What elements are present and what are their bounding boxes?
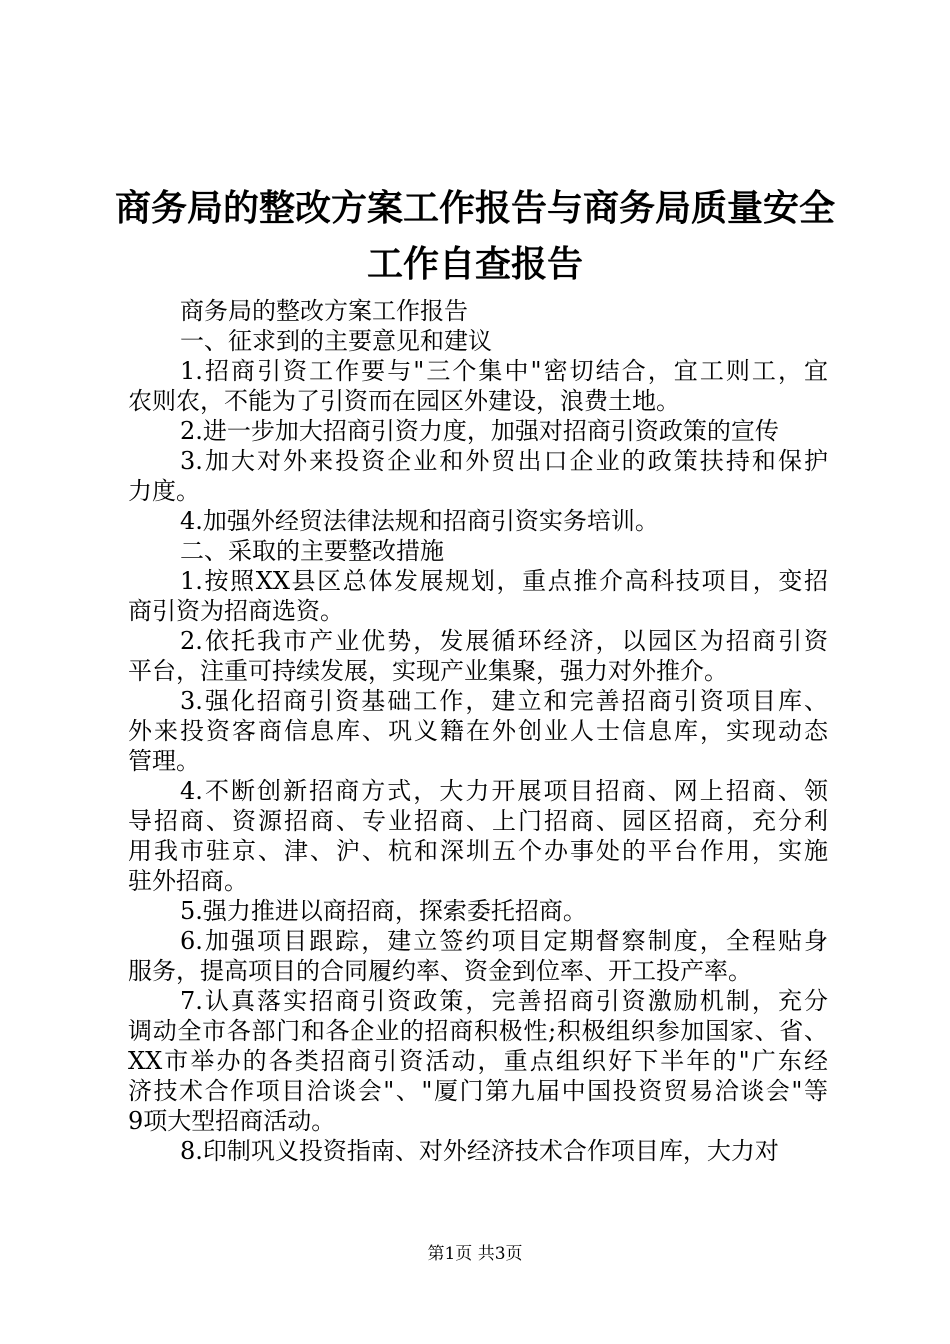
paragraph-line: 7.认真落实招商引资政策，完善招商引资激励机制，充分 [180,987,828,1015]
paragraph [128,626,828,686]
paragraph-line: 3.加大对外来投资企业和外贸出口企业的政策扶持和保护 [180,447,828,475]
paragraph-line: 2.进一步加大招商引资力度，加强对招商引资政策的宣传 [180,417,779,445]
paragraph-line: 服务，提高项目的合同履约率、资金到位率、开工投产率。 [128,957,752,985]
paragraph-line: 平台，注重可持续发展，实现产业集聚，强力对外推介。 [128,657,728,685]
document-title-line-1: 商务局的整改方案工作报告与商务局质量安全 [114,187,835,229]
paragraph-line: 4.不断创新招商方式，大力开展项目招商、网上招商、领 [180,777,828,805]
paragraph [128,776,828,896]
paragraph-line: 一、征求到的主要意见和建议 [180,327,492,355]
paragraph [128,536,828,566]
paragraph-line: 调动全市各部门和各企业的招商积极性;积极组织参加国家、省、 [128,1017,828,1045]
page-footer: 第1页 共3页 [427,1244,523,1264]
paragraph-line: 9项大型招商活动。 [128,1107,336,1135]
paragraph-line: 6.加强项目跟踪，建立签约项目定期督察制度，全程贴身 [180,927,828,955]
paragraph-line: 力度。 [128,477,200,505]
paragraph-line: 3.强化招商引资基础工作，建立和完善招商引资项目库、 [180,687,828,715]
paragraph [128,986,828,1136]
paragraph [128,446,828,506]
paragraph-line: 导招商、资源招商、专业招商、上门招商、园区招商，充分利 [128,807,828,835]
paragraph-line: 4.加强外经贸法律法规和招商引资实务培训。 [180,507,659,535]
paragraph-line: 2.依托我市产业优势，发展循环经济，以园区为招商引资 [180,627,828,655]
paragraph-line: 驻外招商。 [128,867,248,895]
paragraph [128,296,828,326]
document-title-line-2: 工作自查报告 [366,243,583,285]
paragraph [128,896,828,926]
paragraph-line: 济技术合作项目洽谈会"、"厦门第九届中国投资贸易洽谈会"等 [128,1077,828,1105]
paragraph-line: 二、采取的主要整改措施 [180,537,444,565]
paragraph [128,566,828,626]
paragraph-line: 农则农，不能为了引资而在园区外建设，浪费土地。 [128,387,680,415]
paragraph [128,926,828,986]
paragraph-line: 外来投资客商信息库、巩义籍在外创业人士信息库，实现动态 [128,717,828,745]
paragraph-line: 商务局的整改方案工作报告 [180,297,468,325]
document-body [128,296,828,1166]
paragraph-line: XX市举办的各类招商引资活动，重点组织好下半年的"广东经 [128,1047,828,1075]
paragraph-line: 用我市驻京、津、沪、杭和深圳五个办事处的平台作用，实施 [128,837,828,865]
paragraph-line: 管理。 [128,747,200,775]
paragraph-line: 商引资为招商选资。 [128,597,344,625]
paragraph-line: 8.印制巩义投资指南、对外经济技术合作项目库，大力对 [180,1137,779,1165]
paragraph [128,356,828,416]
paragraph [128,1136,828,1166]
paragraph-line: 1.按照XX县区总体发展规划，重点推介高科技项目，变招 [180,567,828,595]
paragraph [128,506,828,536]
paragraph-line: 1.招商引资工作要与"三个集中"密切结合，宜工则工，宜 [180,357,828,385]
paragraph [128,686,828,776]
paragraph [128,326,828,356]
paragraph-line: 5.强力推进以商招商，探索委托招商。 [180,897,587,925]
paragraph [128,416,828,446]
